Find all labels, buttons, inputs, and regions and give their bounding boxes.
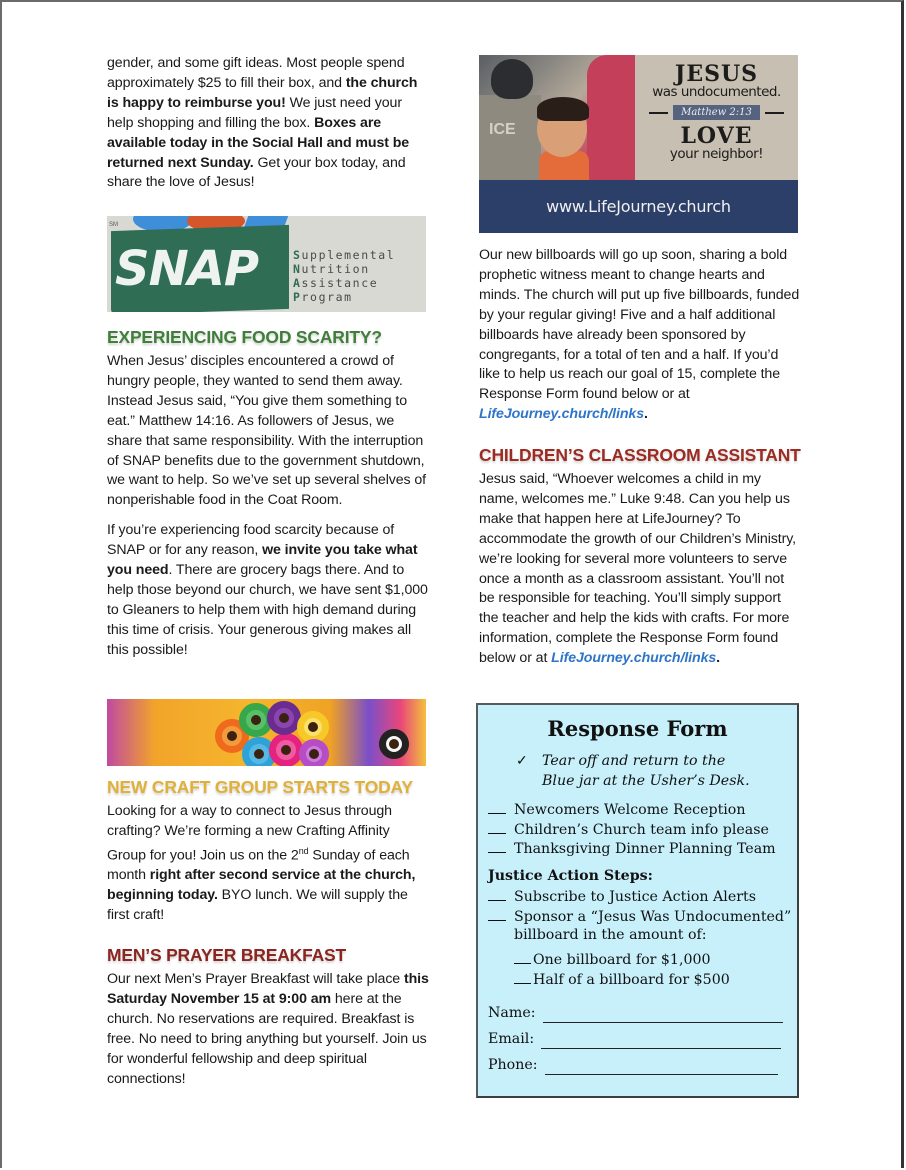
food-heading: EXPERIENCING FOOD SCARITY? (107, 327, 382, 347)
left-column (107, 54, 429, 193)
checkbox-blank[interactable] (488, 887, 506, 901)
option-newcomers[interactable]: Newcomers Welcome Reception (488, 800, 746, 821)
billboard-paragraph: Our new billboards will go up soon, sharing a bold prophetic witness meant to change hearts and minds. The church will put up five billboards, funded by your regular giving! Five and a half additional billboards have already been sponsored by congregants, for a total of ten and a half. If you’d like to help us reach our goal of 15, complete the Response Form found below or at LifeJourney.church/links. (479, 247, 800, 423)
checkbox-blank[interactable] (488, 907, 506, 921)
checkbox-blank[interactable] (488, 820, 506, 834)
service-mark: SM (109, 222, 118, 228)
option-justice-alerts[interactable]: Subscribe to Justice Action Alerts (488, 887, 756, 908)
option-half-billboard[interactable]: Half of a billboard for $500 (514, 970, 730, 991)
form-instructions: ✓ Tear off and return to the Blue jar at the Usher’s Desk. (516, 753, 750, 789)
email-field[interactable]: Email: (488, 1029, 781, 1049)
craft-section (107, 776, 429, 926)
food-paragraph-1: When Jesus’ disciples encountered a crowd of hungry people, they wanted to send them away. Instead Jesus said, “You give them something to eat.” Matthew 14:16. As followers of Jesus, we share that same responsibility. With the interruption of SNAP benefits due to the government shutdown, we want to help. So we’ve set up several shelves of nonperishable food in the Coat Room. (107, 353, 427, 509)
checkbox-blank[interactable] (488, 839, 506, 853)
response-form (476, 703, 799, 1098)
sponsor-continuation: billboard in the amount of: (514, 927, 707, 943)
links-link[interactable]: LifeJourney.church/links (551, 650, 717, 667)
food-section (107, 326, 429, 661)
billboard-message: JESUS was undocumented. Matthew 2:13 LOVE your neighbor! (635, 55, 798, 180)
prayer-breakfast-heading: MEN’S PRAYER BREAKFAST (107, 945, 347, 965)
checkbox-blank[interactable] (514, 950, 531, 964)
name-input-line[interactable] (543, 1009, 783, 1023)
form-title: Response Form (547, 716, 728, 741)
option-sponsor-billboard[interactable]: Sponsor a “Jesus Was Undocumented” (488, 907, 791, 928)
justice-heading: Justice Action Steps: (488, 868, 653, 884)
option-childrens-church[interactable]: Children’s Church team info please (488, 820, 769, 841)
children-section (479, 444, 801, 669)
billboard-section (479, 246, 801, 425)
option-one-billboard[interactable]: One billboard for $1,000 (514, 950, 711, 971)
gift-box-paragraph: gender, and some gift ideas. Most people spend approximately $25 to fill their box, and the church is happy to reimburse you! We just need your help shopping and filling the box. Boxes are available today in the Social Hall and must be returned next Sunday. Get your box today, and share the love of Jesus! (107, 55, 418, 191)
email-input-line[interactable] (541, 1035, 781, 1049)
name-field[interactable]: Name: (488, 1003, 783, 1023)
checkbox-blank[interactable] (488, 800, 506, 814)
links-link[interactable]: LifeJourney.church/links (479, 406, 645, 423)
snap-subtitle: Supplemental Nutrition Assistance Program (293, 248, 396, 304)
option-thanksgiving[interactable]: Thanksgiving Dinner Planning Team (488, 839, 776, 860)
phone-input-line[interactable] (545, 1061, 778, 1075)
children-heading: CHILDREN’S CLASSROOM ASSISTANT (479, 445, 801, 465)
snap-word: SNAP (115, 241, 259, 297)
billboard-image (479, 55, 798, 233)
ice-label: ICE (489, 121, 516, 138)
billboard-url: www.LifeJourney.church (479, 180, 798, 233)
helmet-shape (491, 59, 533, 99)
snap-logo-image (107, 216, 426, 312)
checkbox-blank[interactable] (514, 970, 531, 984)
craft-paragraph: Looking for a way to connect to Jesus through crafting? We’re forming a new Crafting Affinity Group for you! Join us on the 2nd Sunday of each month right after second service at the church, beginning today. BYO lunch. We will supply the first craft! (107, 803, 416, 924)
phone-field[interactable]: Phone: (488, 1055, 778, 1075)
craft-heading: NEW CRAFT GROUP STARTS TODAY (107, 777, 413, 797)
scripture-badge: Matthew 2:13 (673, 105, 760, 120)
prayer-breakfast-paragraph: Our next Men’s Prayer Breakfast will take place this Saturday November 15 at 9:00 am here at the church. No reservations are required. Breakfast is free. No need to bring anything but yourself. Join us for wonderful fellowship and deep spiritual connections! (107, 971, 429, 1087)
food-paragraph-2: If you’re experiencing food scarcity because of SNAP or for any reason, we invite you take what you need. There are grocery bags there. And to help those beyond our church, we have sent $1,000 to Gleaners to help them with high demand during this time of crisis. Your generous giving makes all this possible! (107, 522, 428, 658)
children-paragraph: Jesus said, “Whoever welcomes a child in my name, welcomes me.” Luke 9:48. Can you help us make that happen here at LifeJourney? To accommodate the growth of our Children’s Ministry, we’re looking for several more volunteers to serve once a month as a classroom assistant. You’ll not be responsible for teaching. You’ll simply support the teacher and help the kids with crafts. For more information, complete the Response Form found below or at LifeJourney.church/links. (479, 471, 796, 667)
billboard-photo (479, 55, 635, 180)
prayer-breakfast-section (107, 944, 429, 1089)
craft-supplies-image (107, 699, 426, 766)
checkmark-icon: ✓ (516, 753, 528, 769)
